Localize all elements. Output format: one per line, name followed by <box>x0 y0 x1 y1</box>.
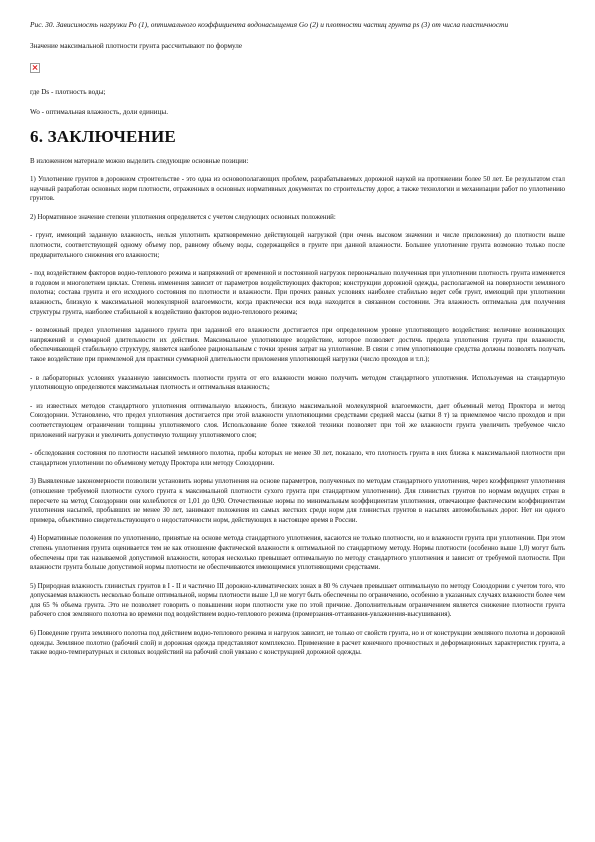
definition-wo: Wo - оптимальная влажность, доли единицы. <box>30 107 168 116</box>
section-title: 6. ЗАКЛЮЧЕНИЕ <box>30 126 176 146</box>
broken-image-icon <box>30 63 40 73</box>
paragraph: - под воздействием факторов водно-теплового режима и напряжений от временной и постоянной нагрузок первоначально полученная при уплотнении плотность грунта изменяется в годовом и многолетнем циклах. Степень изменения зависит от параметров воздействующих факторов; конструкции дорожной одежды, располагаемой на поверхности земляного полотна; состава грунта и его исходного состояния по плотности и влажности. При прочих равных условиях наиболее стабильно ведет себя грунт, имеющий при уплотнении влажность, близкую к максимальной молекулярной влагоемкости, когда практически вся вода находится в связанном состоянии. Эта влажность оптимальна для получения структуры грунта, наиболее стабильной к воздействию факторов водно-теплового режима; <box>30 270 565 316</box>
paragraph: - обследования состояния по плотности насыпей земляного полотна, пробы которых не менее 30 лет, показало, что плотность грунта в них близка к максимальной плотности при стандартном уплотнении по объемному методу Проктора или методу Союздорнии. <box>30 450 565 467</box>
paragraph: 2) Нормативное значение степени уплотнения определяется с учетом следующих основных положений: <box>30 213 336 221</box>
formula-intro: Значение максимальной плотности грунта рассчитывают по формуле <box>30 41 243 50</box>
paragraph: 1) Уплотнение грунтов в дорожном строительстве - это одна из основополагающих проблем, разрабатываемых дорожной наукой на протяжении более 50 лет. Ее результатом стал научный разработан основных норм плотности, отраженных в основных нормативных документах по строительству дорог, а также технологии и механизации работ по уплотнению грунтов. <box>30 176 565 203</box>
paragraph: В изложенном материале можно выделить следующие основные позиции: <box>30 157 249 165</box>
definitions <box>30 87 565 117</box>
paragraph: 6) Поведение грунта земляного полотна под действием водно-теплового режима и нагрузок зависит, не только от свойств грунта, но и от конструкции земляного полотна и дорожной одежды. Земляное полотно (рабочий слой) и дорожная одежда представляют комплексно. Применение в расчет конечного прочностных и деформационных характеристик грунта, а также водно-температурных и силовых воздействий на рабочий слой увязано с конструкцией дорожной одежды. <box>30 630 565 657</box>
paragraph: - грунт, имеющий заданную влажность, нельзя уплотнить кратковременно действующей нагрузкой (при очень высоком значении и числе приложения) до плотности выше плотности, соответствующей одному объему пор, равному объему воды, содержащейся в грунте при данной влажности. Большее уплотнение грунта возможно только после предварительного снижения его влажности; <box>30 232 565 259</box>
paragraph: - из известных методов стандартного уплотнения оптимальную влажность, близкую максимальной молекулярной влагоемкости, дает объемный метод Проктора и метод Союздорнии. Установлено, что предел уплотнения достигается при этой влажности уплотняющими средствами средней массы (катки 8 т) за приемлемое число проходов и при соответствующем ограничении толщины уплотняемого слоя. Использование более тяжелой техники позволяет при той же влажности грунта увеличить требуемое число приложений нагрузки и увеличить допустимую толщину уплотняемого слоя; <box>30 402 565 439</box>
paragraph: 4) Нормативные положения по уплотнению, принятые на основе метода стандартного уплотнения, касаются не только плотности, но и влажности грунта при уплотнении. При этом степень уплотнения грунта оценивается тем не как отношение фактической влажности к оптимальной по стандартному методу. Нормы плотности (особенно выше 1,0) могут быть обеспечены при так называемой допустимой влажности, которая несколько превышает оптимальную по методу стандартного уплотнения и зависит от требуемой плотности. При влажности грунта больше допустимой нормы плотности не обеспечиваются имеющимися уплотняющими средствами. <box>30 535 565 572</box>
paragraph: - в лабораторных условиях указанную зависимость плотности грунта от его влажности можно получить методом стандартного уплотнения. Используемая на стандартную уплотняющую определяются максимальная плотность и оптимальная влажность; <box>30 374 565 392</box>
paragraph: 5) Природная влажность глинистых грунтов в I - II и частично III дорожно-климатических зонах в 80 % случаев превышает оптимальную по методу Союздорнии с учетом того, что допускаемая влажность несколько больше оптимальной, нормы плотности выше 1,0 не могут быть обеспечены по ограничению, особенно в указанных случаях влажности более чем для 65 % объема грунта. Это не позволяет говорить о повышении норм плотности уже по этой причине. Дополнительным ограничением является снижение плотности грунта рабочего слоя земляного полотна во времени под воздействием водно-теплового режима (промерзания-оттаивания-увлажнения-высушивания). <box>30 582 565 619</box>
definition-ds: где Ds - плотность воды; <box>30 87 106 96</box>
paragraph: - возможный предел уплотнения заданного грунта при заданной его влажности достигается при определенном уровне уплотняющего воздействия: величине возникающих напряжений и суммарной длительности их действия. Максимальное уплотняющее воздействие, которое позволяет достичь предела уплотнения грунта при влажности, обеспечивающей стабильную структуру, является наиболее рациональным с точки зрения затрат на уплотнение. В связи с этим уплотняющие средства должны позволять получать такое воздействие при приемлемой для практики суммарной длительности приложения уплотняющей нагрузки (число проходов и т.п.); <box>30 327 565 363</box>
figure-caption: Рис. 30. Зависимость нагрузки Ро (1), оптимального коэффициента водонасыщения Go (2) и плотности частиц грунта ps (3) от числа пластичности <box>30 20 509 29</box>
paragraph: 3) Выявленные закономерности позволили установить нормы уплотнения на основе параметров, полученных по методам стандартного уплотнения, через коэффициент уплотнения (отношение требуемой плотности сухого грунта к максимальной плотности сухого грунта при стандартном уплотнении). Для глинистых грунтов по нормам ведущих стран в пересчете на метод Союздорнии они колеблются от 1,01 до 0,90. Отечественные нормы по минимальным коэффициентам уплотнения, отвечающие фактическим коэффициентам уплотнения насыпей, пробывших не менее 30 лет, занимают положения из самых жестких среди норм для глинистых грунтов в насыпях автомобильных дорог. Нет ни одного примера, объективно свидетельствующего о недостаточности норм, действующих в настоящее время в России. <box>30 478 565 524</box>
